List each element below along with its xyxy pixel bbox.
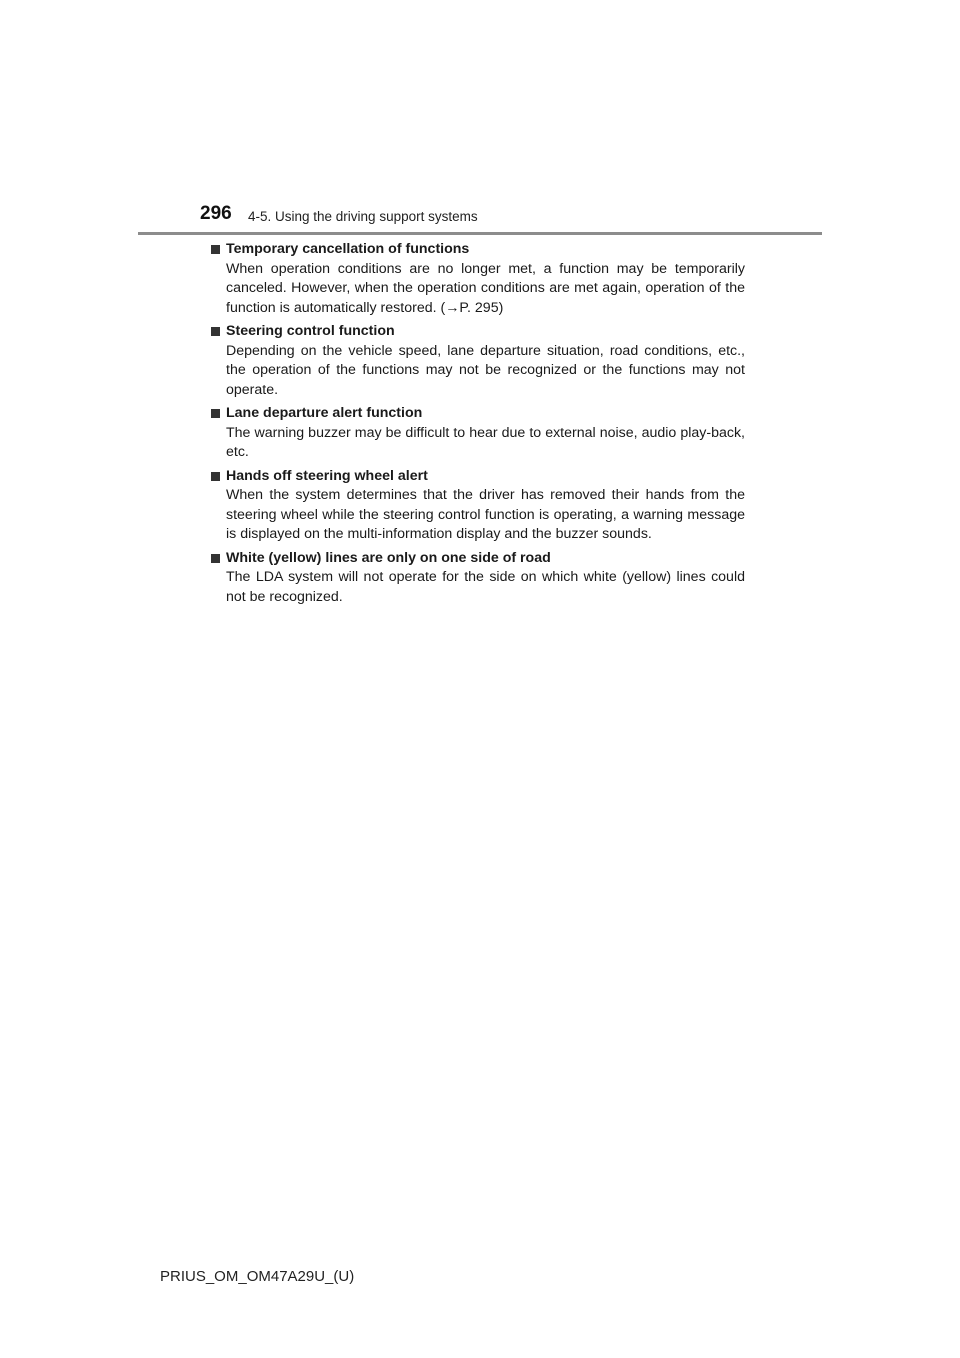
page-number: 296 bbox=[200, 203, 232, 224]
content bbox=[211, 240, 745, 611]
item-heading-text: Hands off steering wheel alert bbox=[226, 467, 428, 484]
item-body: The LDA system will not operate for the side on which white (yellow) lines could not be recognized. bbox=[226, 569, 745, 605]
item-body: When operation conditions are no longer met, a function may be temporarily canceled. However, when the operation conditions are met again, operation of the function is automatically restored. (→P. 295) bbox=[226, 260, 745, 316]
item-steering-control bbox=[211, 322, 745, 400]
page-header bbox=[200, 202, 760, 228]
item-heading-text: Lane departure alert function bbox=[226, 405, 423, 421]
item-heading bbox=[211, 549, 745, 569]
document-code: PRIUS_OM_OM47A29U_(U) bbox=[160, 1268, 355, 1285]
item-body: When the system determines that the driver has removed their hands from the steering wheel while the steering control function is operating, a warning message is displayed on the multi-information display and the buzzer sounds. bbox=[226, 487, 745, 542]
item-heading bbox=[211, 240, 745, 260]
item-body: Depending on the vehicle speed, lane departure situation, road conditions, etc., the operation of the functions may not be recognized or the functions may not operate. bbox=[226, 342, 745, 398]
item-heading-text: Steering control function bbox=[226, 323, 395, 339]
item-white-lines-one-side bbox=[211, 549, 745, 608]
square-bullet-icon bbox=[211, 409, 220, 418]
section-title: 4-5. Using the driving support systems bbox=[248, 209, 478, 224]
square-bullet-icon bbox=[211, 472, 220, 481]
item-body: The warning buzzer may be difficult to hear due to external noise, audio play-back, etc. bbox=[226, 424, 745, 460]
square-bullet-icon bbox=[211, 327, 220, 336]
item-heading bbox=[211, 467, 745, 487]
item-lane-departure-alert bbox=[211, 404, 745, 463]
header-rule bbox=[138, 232, 822, 235]
item-hands-off-alert bbox=[211, 467, 745, 545]
item-temporary-cancellation bbox=[211, 240, 745, 318]
item-heading-text: White (yellow) lines are only on one side of road bbox=[226, 549, 551, 566]
square-bullet-icon bbox=[211, 554, 220, 563]
item-heading bbox=[211, 404, 745, 424]
item-heading-text: Temporary cancellation of functions bbox=[226, 241, 470, 257]
item-heading bbox=[211, 322, 745, 342]
square-bullet-icon bbox=[211, 245, 220, 254]
